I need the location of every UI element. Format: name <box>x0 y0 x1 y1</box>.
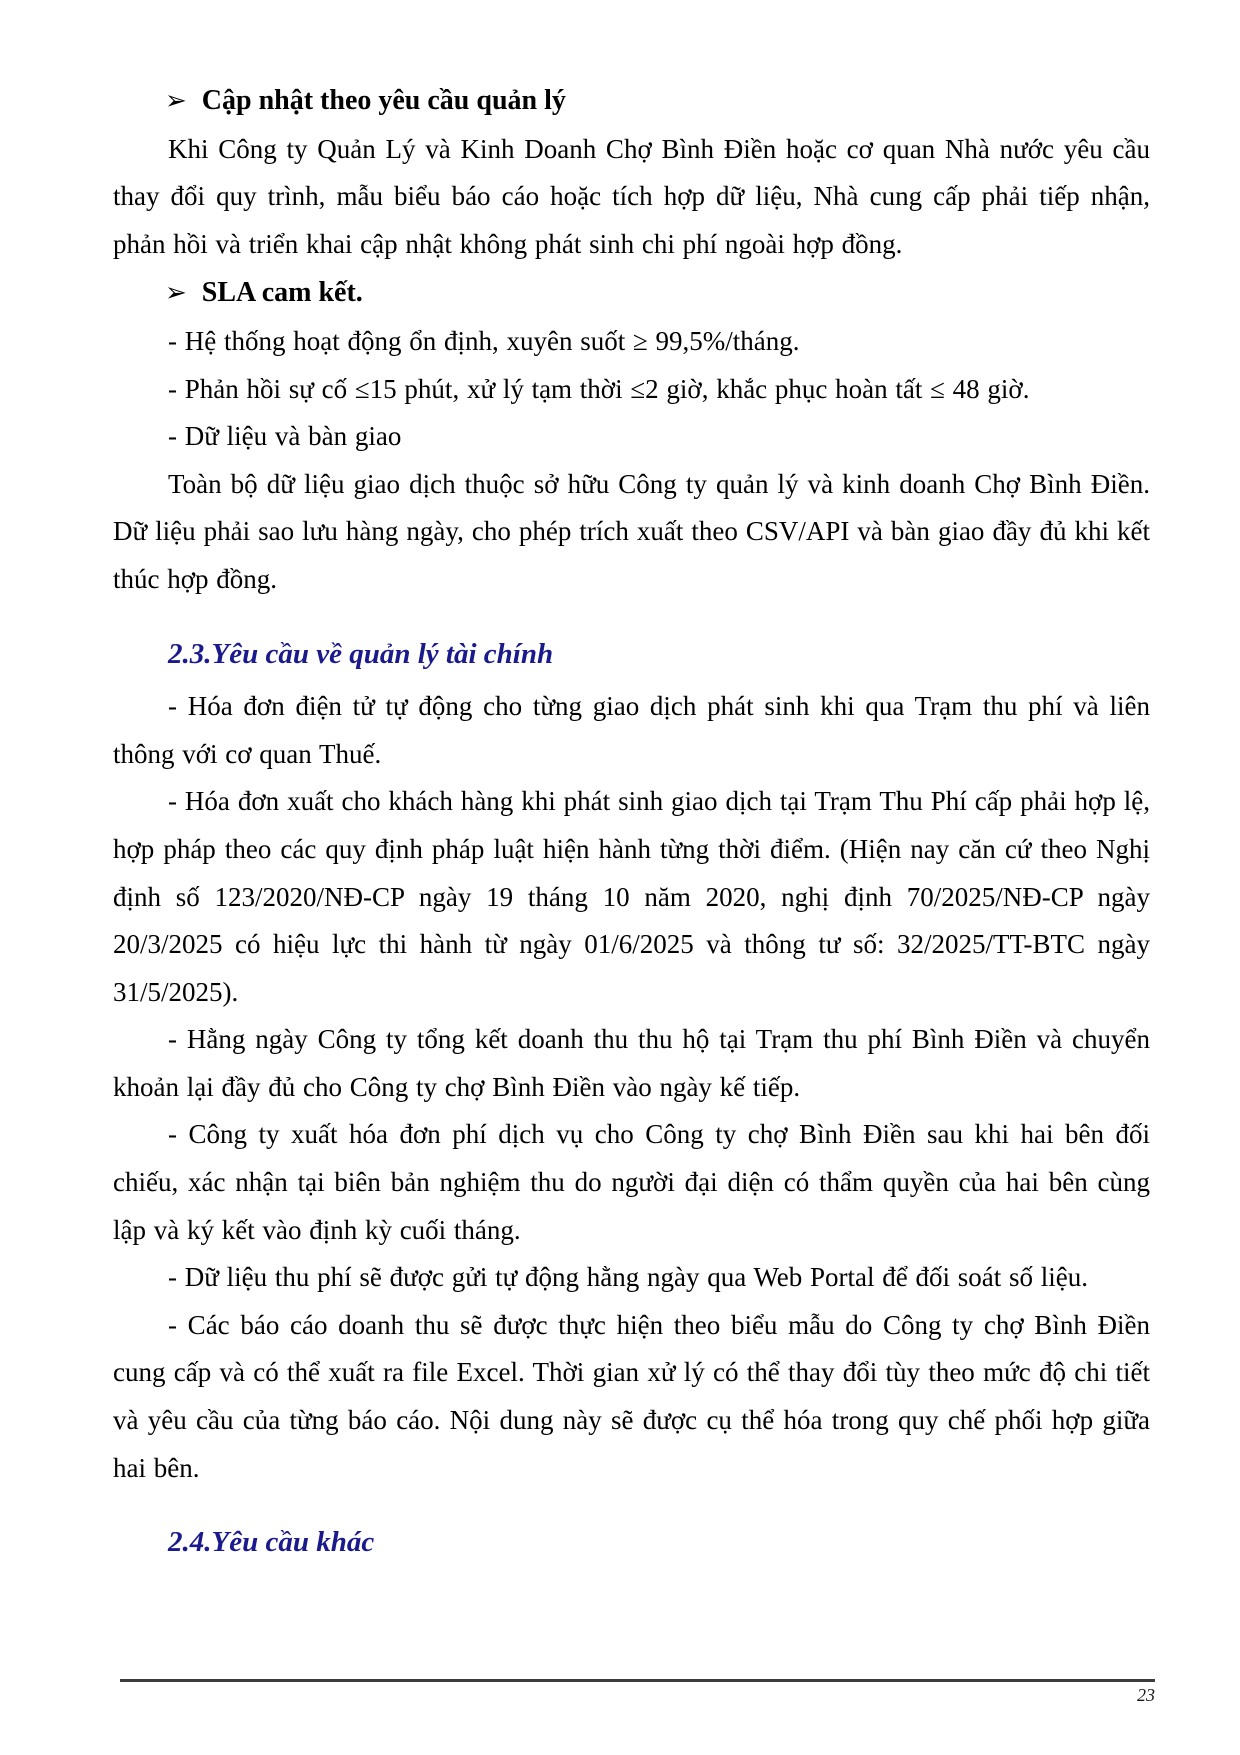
dash-item: - Hệ thống hoạt động ổn định, xuyên suốt ≥ 99,5%/tháng. <box>168 325 800 356</box>
paragraph: Khi Công ty Quản Lý và Kinh Doanh Chợ Bình Điền hoặc cơ quan Nhà nước yêu cầu thay đổi quy trình, mẫu biểu báo cáo hoặc tích hợp dữ liệu, Nhà cung cấp phải tiếp nhận, phản hồi và triển khai cập nhật không phát sinh chi phí ngoài hợp đồng. <box>113 133 1150 259</box>
arrow-bullet-icon: ➢ <box>165 278 187 308</box>
dash-item: - Công ty xuất hóa đơn phí dịch vụ cho Công ty chợ Bình Điền sau khi hai bên đối chiếu, xác nhận tại biên bản nghiệm thu do người đại diện có thẩm quyền của hai bên cùng lập và ký kết vào định kỳ cuối tháng. <box>113 1119 1150 1245</box>
section-heading-2-4: 2.4.Yêu cầu khác <box>168 1526 375 1559</box>
arrow-heading-text: Cập nhật theo yêu cầu quản lý <box>201 85 566 116</box>
dash-item: - Hóa đơn xuất cho khách hàng khi phát sinh giao dịch tại Trạm Thu Phí cấp phải hợp lệ, hợp pháp theo các quy định pháp luật hiện hành từng thời điểm. (Hiện nay căn cứ theo Nghị định số 123/2020/NĐ-CP ngày 19 tháng 10 năm 2020, nghị định 70/2025/NĐ-CP ngày 20/3/2025 có hiệu lực thi hành từ ngày 01/6/2025 và thông tư số: 32/2025/TT-BTC ngày 31/5/2025). <box>113 786 1150 1007</box>
page-number: 23 <box>1137 1685 1155 1705</box>
section-heading-2-3: 2.3.Yêu cầu về quản lý tài chính <box>168 637 554 670</box>
dash-item: - Các báo cáo doanh thu sẽ được thực hiện theo biểu mẫu do Công ty chợ Bình Điền cung cấp và có thể xuất ra file Excel. Thời gian xử lý có thể thay đổi tùy theo mức độ chi tiết và yêu cầu của từng báo cáo. Nội dung này sẽ được cụ thể hóa trong quy chế phối hợp giữa hai bên. <box>113 1309 1150 1483</box>
paragraph: Toàn bộ dữ liệu giao dịch thuộc sở hữu Công ty quản lý và kinh doanh Chợ Bình Điền. Dữ liệu phải sao lưu hàng ngày, cho phép trích xuất theo CSV/API và bàn giao đầy đủ khi kết thúc hợp đồng. <box>113 468 1150 594</box>
arrow-heading-text: SLA cam kết. <box>201 277 363 309</box>
arrow-bullet-icon: ➢ <box>165 86 187 115</box>
arrow-heading-sla <box>113 269 1150 317</box>
dash-item: - Dữ liệu thu phí sẽ được gửi tự động hằng ngày qua Web Portal để đối soát số liệu. <box>168 1262 1089 1293</box>
dash-item: - Hằng ngày Công ty tổng kết doanh thu thu hộ tại Trạm thu phí Bình Điền và chuyển khoản lại đầy đủ cho Công ty chợ Bình Điền vào ngày kế tiếp. <box>113 1024 1150 1102</box>
dash-item: - Dữ liệu và bàn giao <box>168 421 402 452</box>
footer-rule <box>120 1679 1155 1682</box>
dash-item: - Phản hồi sự cố ≤15 phút, xử lý tạm thời ≤2 giờ, khắc phục hoàn tất ≤ 48 giờ. <box>168 373 1030 404</box>
arrow-heading-update-requirements <box>113 77 1150 125</box>
dash-item: - Hóa đơn điện tử tự động cho từng giao dịch phát sinh khi qua Trạm thu phí và liên thông với cơ quan Thuế. <box>113 691 1150 769</box>
page-body <box>113 76 1150 1572</box>
